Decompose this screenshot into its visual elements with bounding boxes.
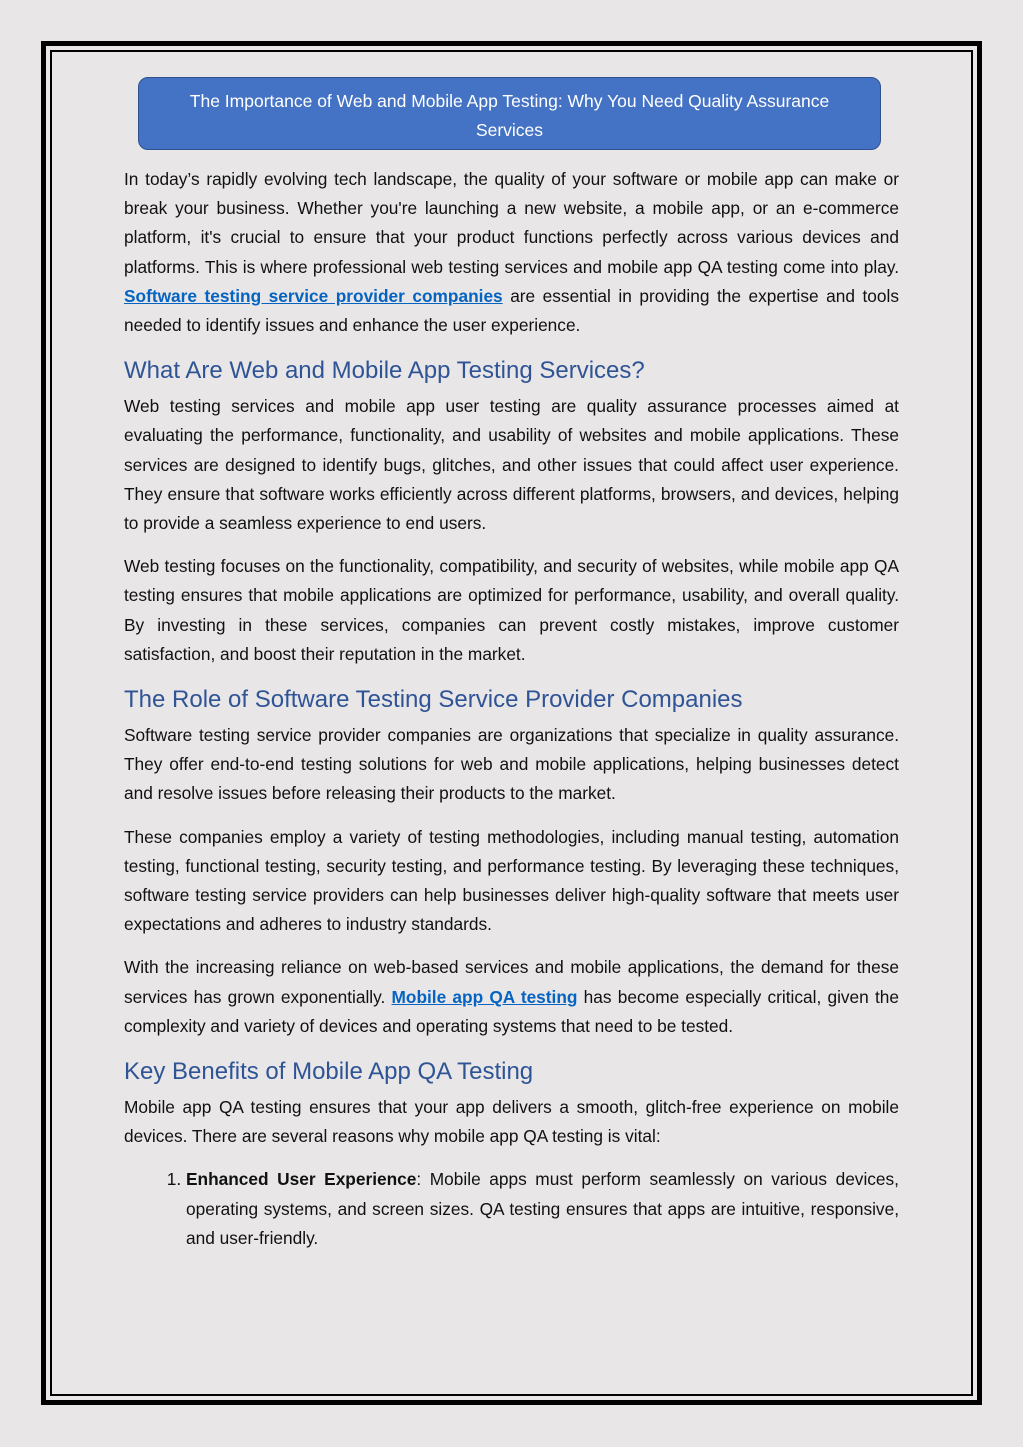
section3-paragraph-1: Mobile app QA testing ensures that your app delivers a smooth, glitch-free experience on mobile devices. There are several reasons why mobile app QA testing is vital: [124, 1097, 899, 1147]
section2-paragraph-1: Software testing service provider companies are organizations that specialize in quality assurance. They offer end-to-end testing solutions for web and mobile applications, helping businesses detect and resolve issues before releasing their products to the market. [124, 725, 899, 804]
intro-text-before: In today’s rapidly evolving tech landscape, the quality of your software or mobile app can make or break your business. Whether you're launching a new website, a mobile app, or an e-commerce platform, it's crucial to ensure that your product functions perfectly across various devices and platforms. This is where professional web testing services and mobile app QA testing come into play. [124, 169, 899, 277]
software-testing-companies-link[interactable]: Software testing service provider companies [124, 285, 503, 306]
document-body [124, 165, 899, 1253]
benefits-list [124, 1165, 899, 1253]
section2-p3-text-after: has become especially critical, given the complexity and variety of devices and operating systems that need to be tested. [124, 986, 899, 1036]
section-heading-role: The Role of Software Testing Service Provider Companies [124, 686, 743, 714]
list-item [186, 1165, 899, 1253]
list-item-text: : Mobile apps must perform seamlessly on various devices, operating systems, and screen sizes. QA testing ensures that apps are intuitive, responsive, and user-friendly. [186, 1169, 899, 1248]
list-item-term: Enhanced User Experience [186, 1169, 417, 1190]
section-heading-what-are: What Are Web and Mobile App Testing Services? [124, 357, 645, 385]
section2-p3-text-before: With the increasing reliance on web-based services and mobile applications, the demand for these services has grown exponentially. [124, 957, 899, 1007]
mobile-app-qa-testing-link[interactable]: Mobile app QA testing [391, 986, 578, 1007]
intro-paragraph [124, 165, 899, 340]
section-heading-key-benefits: Key Benefits of Mobile App QA Testing [124, 1058, 534, 1086]
document-title: The Importance of Web and Mobile App Testing: Why You Need Quality Assurance Services [138, 77, 881, 150]
section2-paragraph-2: These companies employ a variety of testing methodologies, including manual testing, automation testing, functional testing, security testing, and performance testing. By leveraging these techniques, software testing service providers can help businesses deliver high-quality software that meets user expectations and adheres to industry standards. [124, 826, 899, 935]
intro-text-after: are essential in providing the expertise and tools needed to identify issues and enhance the user experience. [124, 285, 899, 336]
section1-paragraph-2: Web testing focuses on the functionality, compatibility, and security of websites, while mobile app QA testing ensures that mobile applications are optimized for performance, usability, and overall quality. By investing in these services, companies can prevent costly mistakes, improve customer satisfaction, and boost their reputation in the market. [124, 556, 899, 664]
section1-paragraph-1: Web testing services and mobile app user testing are quality assurance processes aimed at evaluating the performance, functionality, and usability of websites and mobile applications. These services are designed to identify bugs, glitches, and other issues that could affect user experience. They ensure that software works efficiently across different platforms, browsers, and devices, helping to provide a seamless experience to end users. [124, 396, 899, 534]
section2-paragraph-3 [124, 953, 899, 1041]
